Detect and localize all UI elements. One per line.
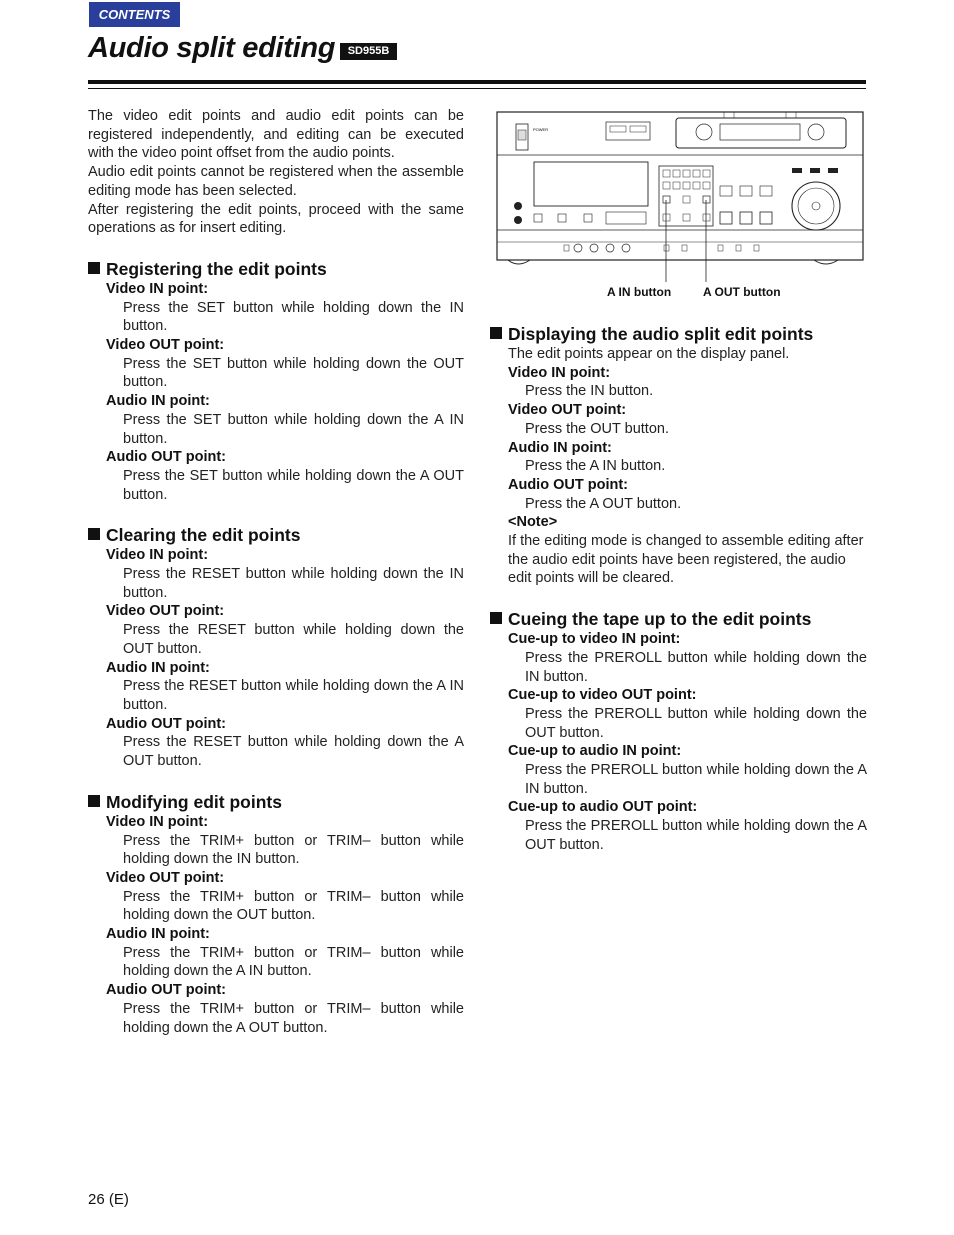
item-text: Press the TRIM+ button or TRIM– button while holding down the A IN button. [123,944,464,980]
item-text: Press the RESET button while holding down the A IN button. [123,678,464,713]
item-label: Audio OUT point: [106,982,226,999]
item-label: Audio IN point: [106,393,210,410]
section-heading: Displaying the audio split edit points [490,323,867,345]
title-rule-thin [88,88,866,89]
registering-section [88,258,464,504]
item-label: Video IN point: [106,813,209,830]
item-label: Audio IN point: [106,659,210,676]
item-label: Video IN point: [106,547,209,564]
item-text: Press the PREROLL button while holding down the A IN button. [525,762,867,797]
intro-paragraph: The video edit points and audio edit points can be registered independently, and editing can be executed with the video point offset from the audio points. [88,108,464,162]
item-label: Audio IN point: [106,926,210,943]
item-label: Audio OUT point: [508,476,628,493]
note-text: If the editing mode is changed to assemble editing after the audio edit points have been registered, the audio edit points will be cleared. [508,533,864,587]
item-text: Press the PREROLL button while holding down the A OUT button. [525,818,867,853]
square-bullet-icon [490,327,502,339]
item-label: Cue-up to audio IN point: [508,743,682,760]
section-intro: The edit points appear on the display panel. [508,346,790,362]
section-heading: Modifying edit points [88,791,464,813]
item-text: Press the SET button while holding down the OUT button. [123,355,464,391]
item-label: Video IN point: [508,364,611,381]
section-heading: Registering the edit points [88,258,464,280]
item-text: Press the SET button while holding down the A IN button. [123,411,464,447]
item-label: Video IN point: [106,280,209,297]
clearing-section [88,524,464,770]
item-text: Press the PREROLL button while holding down the IN button. [525,649,867,685]
vcr-front-panel-illustration [496,110,864,268]
item-text: Press the RESET button while holding down the A OUT button. [123,734,464,770]
item-text: Press the OUT button. [525,420,669,437]
item-label: Cue-up to video IN point: [508,631,681,648]
item-label: Audio OUT point: [106,715,226,732]
item-text: Press the TRIM+ button or TRIM– button while holding down the OUT button. [123,888,464,924]
item-label: Cue-up to audio OUT point: [508,799,698,816]
item-label: Audio IN point: [508,439,612,456]
square-bullet-icon [88,528,100,540]
item-text: Press the TRIM+ button or TRIM– button while holding down the IN button. [123,832,464,868]
item-label: Audio OUT point: [106,449,226,466]
left-column [88,107,464,1037]
note-label: <Note> [508,514,558,531]
page-title: Audio split editing [88,32,336,64]
modifying-section [88,791,464,1037]
item-text: Press the PREROLL button while holding down the OUT button. [525,705,867,741]
intro-paragraph: Audio edit points cannot be registered when the assemble editing mode has been selected. [88,164,464,199]
intro-paragraph: After registering the edit points, proceed with the same operations as for insert editing. [88,201,464,237]
item-text: Press the RESET button while holding down the OUT button. [123,622,464,657]
item-label: Video OUT point: [106,337,225,354]
section-heading: Cueing the tape up to the edit points [490,608,867,630]
item-label: Video OUT point: [508,402,627,419]
model-badge: SD955B [340,43,397,60]
item-text: Press the TRIM+ button or TRIM– button while holding down the A OUT button. [123,1000,464,1036]
section-heading: Clearing the edit points [88,524,464,546]
item-label: Video OUT point: [106,603,225,620]
item-text: Press the A OUT button. [525,495,682,512]
title-rule [88,80,866,84]
square-bullet-icon [88,795,100,807]
item-label: Video OUT point: [106,869,225,886]
item-text: Press the SET button while holding down the A OUT button. [123,467,464,503]
a-in-button-callout: A IN button [607,285,672,299]
cueing-section [490,608,867,854]
displaying-section [490,323,867,588]
contents-button[interactable]: CONTENTS [89,2,180,27]
a-out-button-callout: A OUT button [703,285,781,299]
item-label: Cue-up to video OUT point: [508,687,697,704]
right-column [490,323,867,855]
callout-leader-lines [660,268,710,282]
page-number: 26 (E) [88,1191,129,1208]
square-bullet-icon [88,262,100,274]
item-text: Press the IN button. [525,383,654,400]
svg-text:POWER: POWER [533,127,549,132]
item-text: Press the A IN button. [525,458,666,475]
square-bullet-icon [490,612,502,624]
item-text: Press the RESET button while holding down the IN button. [123,566,464,601]
item-text: Press the SET button while holding down the IN button. [123,299,464,335]
